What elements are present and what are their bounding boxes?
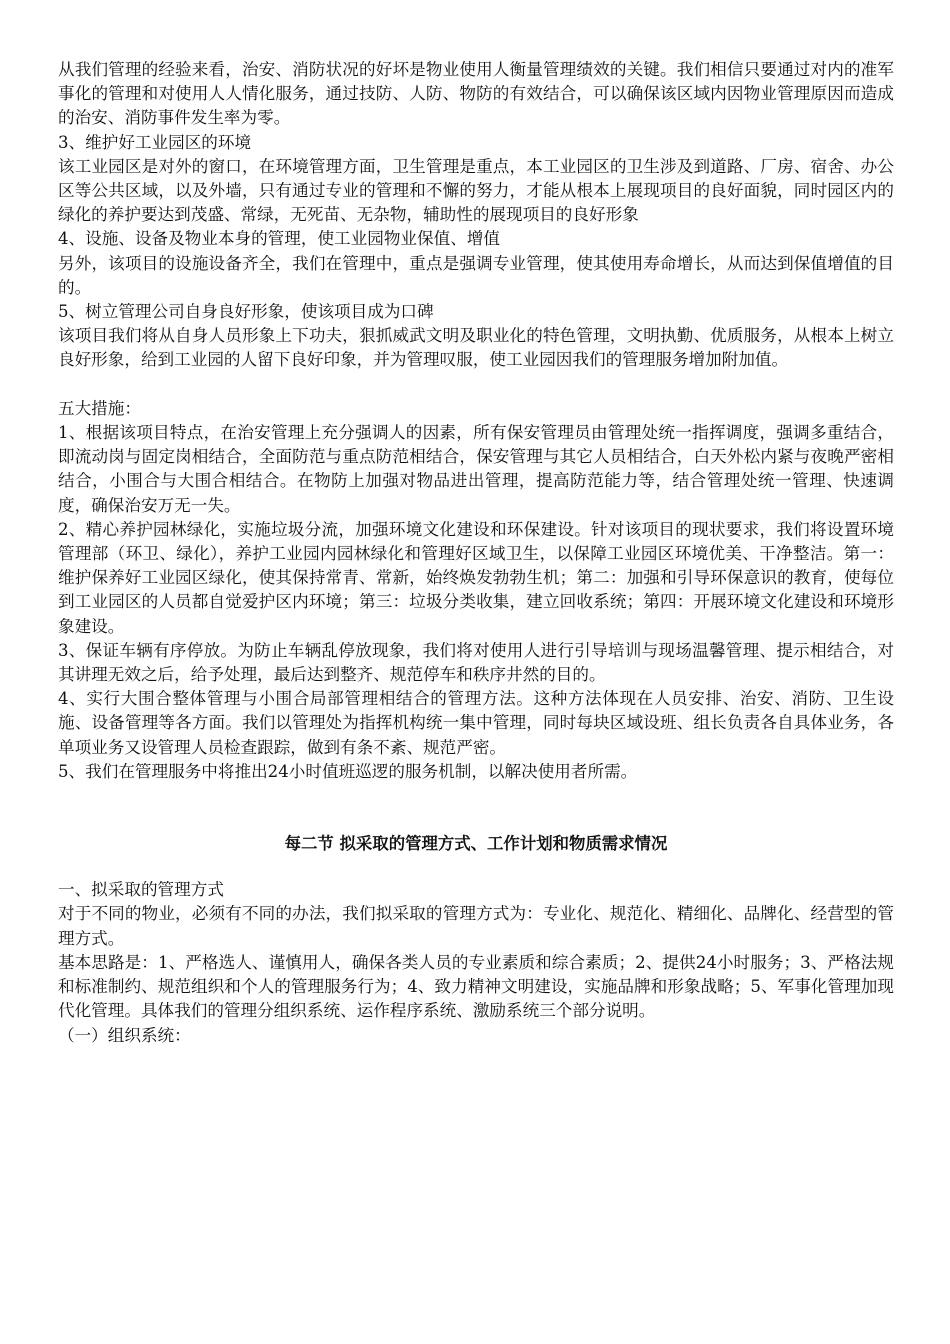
spacer	[58, 373, 894, 397]
measure-item-5: 5、我们在管理服务中将推出24小时值班巡逻的服务机制，以解决使用者所需。	[58, 761, 638, 781]
measure-item-2: 2、精心养护园林绿化，实施垃圾分流，加强环境文化建设和环保建设。针对该项目的现状要求，我们将设置环境管理部（环卫、绿化），养护工业园内园林绿化和管理好区域卫生，以保障工业园区环境优美、干净整洁。第一：维护保养好工业园区绿化，使其保持常青、常新，始终焕发勃勃生机；第二：加强和引导环保意识的教育，使每位到工业园区的人员都自觉爱护区内环境；第三：垃圾分类收集，建立回收系统；第四：开展环境文化建设和环境形象建设。	[58, 519, 894, 636]
section-paragraph: 基本思路是：1、严格选人、谨慎用人，确保各类人员的专业素质和综合素质；2、提供24小时服务；3、严格法规和标准制约、规范组织和个人的管理服务行为；4、致力精神文明建设，实施品牌和形象战略；5、军事化管理加现代化管理。具体我们的管理分组织系统、运作程序系统、激励系统三个部分说明。	[58, 952, 894, 1021]
spacer	[58, 784, 894, 832]
goal-4-body: 另外，该项目的设施设备齐全，我们在管理中，重点是强调专业管理，使其使用寿命增长，从而达到保值增值的目的。	[58, 253, 894, 297]
section-subheading: 一、拟采取的管理方式	[58, 880, 224, 900]
measure-item-4: 4、实行大围合整体管理与小围合局部管理相结合的管理方法。这种方法体现在人员安排、治安、消防、卫生设施、设备管理等各方面。我们以管理处为指挥机构统一集中管理，同时每块区域设班、组长负责各自具体业务，各单项业务又设管理人员检查跟踪，做到有条不紊、规范严密。	[58, 689, 894, 757]
goal-4-heading: 4、设施、设备及物业本身的管理，使工业园物业保值、增值	[58, 229, 500, 249]
goal-5-body: 该项目我们将从自身人员形象上下功夫，狠抓威武文明及职业化的特色管理，文明执勤、优质服务，从根本上树立良好形象，给到工业园的人留下良好印象，并为管理叹服，使工业园因我们的管理服务增加附加值。	[58, 326, 894, 370]
goal-3-heading: 3、维护好工业园区的环境	[58, 132, 252, 152]
section-paragraph: 对于不同的物业，必须有不同的办法，我们拟采取的管理方式为：专业化、规范化、精细化、品牌化、经营型的管理方式。	[58, 904, 894, 948]
document-page	[58, 58, 894, 1048]
section-subheading: （一）组织系统：	[58, 1025, 191, 1045]
intro-paragraph: 从我们管理的经验来看，治安、消防状况的好坏是物业使用人衡量管理绩效的关键。我们相信只要通过对内的准军事化的管理和对使用人人情化服务，通过技防、人防、物防的有效结合，可以确保该区域内因物业管理原因而造成的治安、消防事件发生率为零。	[58, 60, 894, 128]
spacer	[58, 856, 894, 878]
measure-item-3: 3、保证车辆有序停放。为防止车辆乱停放现象，我们将对使用人进行引导培训与现场温馨管理、提示相结合，对其讲理无效之后，给予处理，最后达到整齐、规范停车和秩序井然的目的。	[58, 640, 894, 685]
measures-heading: 五大措施：	[58, 398, 141, 418]
section-title: 每二节 拟采取的管理方式、工作计划和物质需求情况	[284, 834, 668, 854]
goal-5-heading: 5、树立管理公司自身良好形象，使该项目成为口碑	[58, 302, 434, 322]
goal-3-body: 该工业园区是对外的窗口，在环境管理方面，卫生管理是重点，本工业园区的卫生涉及到道路、厂房、宿舍、办公区等公共区域，以及外墙，只有通过专业的管理和不懈的努力，才能从根本上展现项目的良好面貌，同时园区内的绿化的养护要达到茂盛、常绿，无死苗、无杂物，辅助性的展现项目的良好形象	[58, 156, 894, 225]
measure-item-1: 1、根据该项目特点，在治安管理上充分强调人的因素，所有保安管理员由管理处统一指挥调度，强调多重结合，即流动岗与固定岗相结合，全面防范与重点防范相结合，保安管理与其它人员相结合，白天外松内紧与夜晚严密相结合，小围合与大围合相结合。在物防上加强对物品进出管理，提高防范能力等，结合管理处统一管理、快速调度，确保治安万无一失。	[58, 423, 894, 515]
